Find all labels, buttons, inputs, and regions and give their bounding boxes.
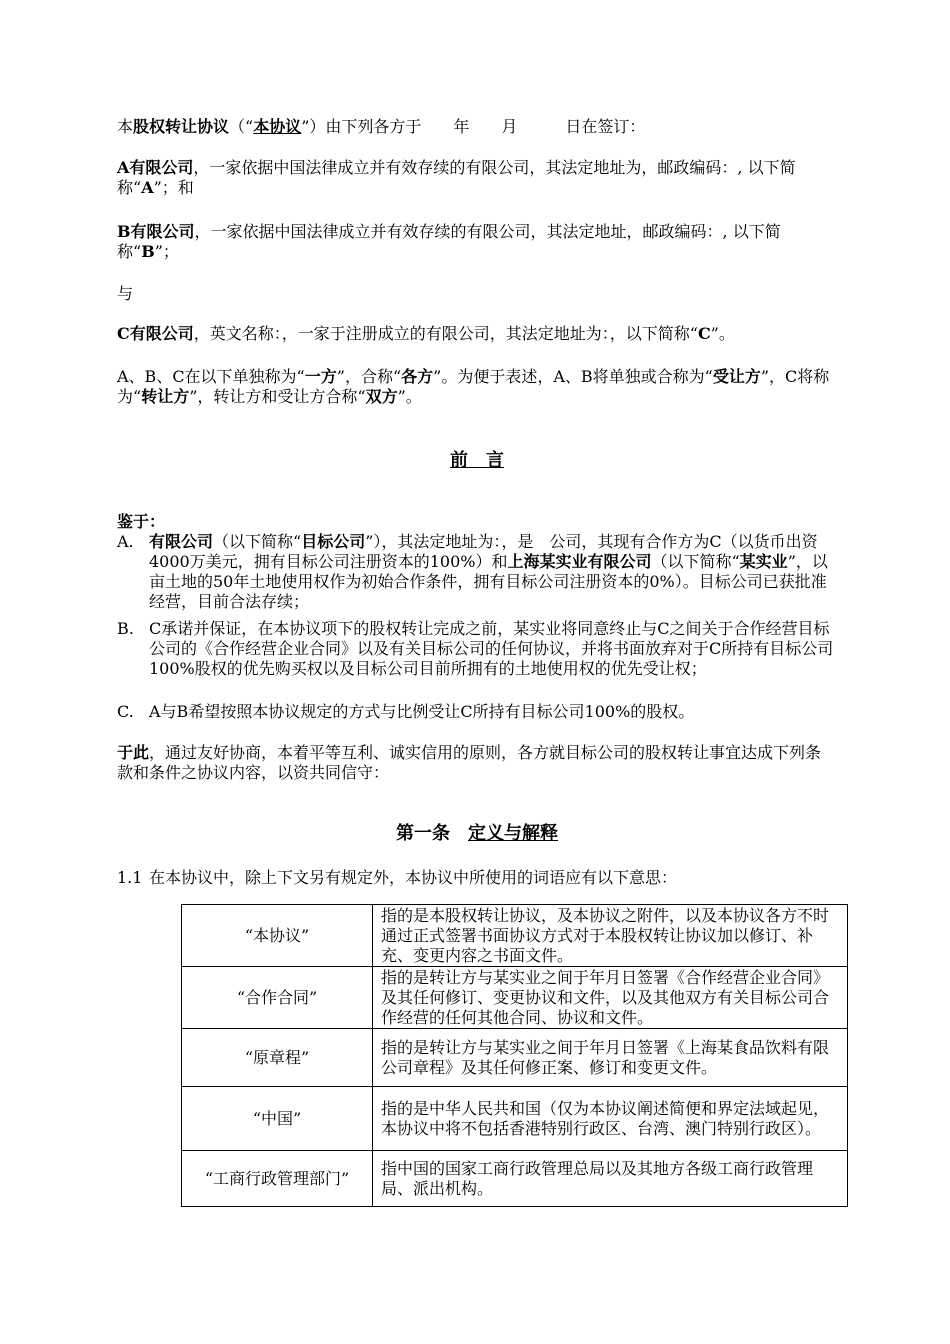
definition-term: “本协议” (182, 905, 373, 967)
definition-term: “原章程” (182, 1029, 373, 1087)
preamble-title-text: 前 言 (450, 450, 504, 471)
table-row (182, 967, 848, 1029)
item-marker: B. (117, 619, 134, 638)
party-c-abbr: C (697, 324, 711, 343)
party-b-name: B有限公司 (117, 222, 195, 241)
collective-text: A、B、C在以下单独称为“ (117, 367, 305, 386)
clause-1-1 (117, 868, 837, 888)
and-text: 与 (117, 284, 134, 303)
item-text: （以下简称“ (213, 532, 302, 551)
term-all-parties: 各方 (401, 367, 434, 386)
definition-meaning: 指的是转让方与某实业之间于年月日签署《上海某食品饮料有限公司章程》及其任何修正案、修订和变更文件。 (373, 1029, 848, 1087)
and-paragraph (117, 284, 837, 304)
definition-meaning: 指的是中华人民共和国（仅为本协议阐述简便和界定法域起见，本协议中将不包括香港特别行政区、台湾、澳门特别行政区）。 (373, 1087, 848, 1151)
preamble-title (117, 449, 837, 473)
therefore-paragraph (117, 743, 837, 783)
item-marker: A. (117, 532, 134, 551)
article-number: 第一条 (396, 823, 450, 844)
term-one-party: 一方 (304, 367, 337, 386)
item-text: ”），其法定地址为：，是 公司，其现有合作方为C（以货币出资4000万美元，拥有目标公司注册资本的100%）和 (149, 532, 818, 571)
definition-meaning: 指的是转让方与某实业之间于年月日签署《合作经营企业合同》及其任何修订、变更协议和文件，以及其他双方有关目标公司合作经营的任何其他合同、协议和文件。 (373, 967, 848, 1029)
intro-text: 本 (117, 117, 134, 136)
party-a-name: A有限公司 (117, 158, 194, 177)
definition-meaning: 指的是本股权转让协议，及本协议之附件，以及本协议各方不时通过正式签署书面协议方式对于本股权转让协议加以修订、补充、变更内容之书面文件。 (373, 905, 848, 967)
definitions-table (181, 904, 848, 1207)
collective-text: ”，合称“ (336, 367, 402, 386)
term-some-industry: 某实业 (739, 552, 788, 571)
item-body: A与B希望按照本协议规定的方式与比例受让C所持有目标公司100%的股权。 (149, 702, 695, 721)
term-transferor: 转让方 (141, 387, 190, 406)
party-b-end: ”； (154, 242, 179, 261)
party-c-end: ”。 (710, 324, 735, 343)
table-row (182, 1087, 848, 1151)
article-1-title (117, 822, 837, 846)
collective-text: ”，转让方和受让方合称“ (189, 387, 366, 406)
party-c-text: ，英文名称：，一家于注册成立的有限公司，其法定地址为：，以下简称“ (193, 324, 698, 343)
agreement-name: 股权转让协议 (133, 117, 230, 136)
party-b-paragraph (117, 222, 837, 262)
collective-text: ”。 (397, 387, 422, 406)
whereas-item-a (117, 532, 844, 612)
table-row (182, 1151, 848, 1207)
item-text: （以下简称“ (651, 552, 740, 571)
whereas-item-b (117, 619, 837, 679)
item-body: C承诺并保证，在本协议项下的股权转让完成之前，某实业将同意终止与C之间关于合作经营目标公司的《合作经营企业合同》以及有关目标公司的任何协议，并将书面放弃对于C所持有目标公司100%股权的优先购买权以及目标公司目前所拥有的土地使用权的优先受让权； (149, 619, 834, 678)
agreement-short-name: 本协议 (253, 117, 302, 136)
party-b-text: ，一家依据中国法律成立并有效存续的有限公司，其法定地址，邮政编码：, 以下简称“ (117, 222, 781, 261)
article-title: 定义与解释 (468, 823, 558, 844)
clause-number: 1.1 (117, 868, 143, 887)
party-b-abbr: B (141, 242, 155, 261)
party-a-end: ”；和 (153, 178, 194, 197)
term-target-company: 目标公司 (301, 532, 366, 551)
definition-term: “工商行政管理部门” (182, 1151, 373, 1207)
shanghai-company-name: 上海某实业有限公司 (507, 552, 652, 571)
collective-text: ”，C将称为“ (117, 367, 830, 406)
collective-terms-paragraph (117, 367, 837, 407)
party-a-text: ，一家依据中国法律成立并有效存续的有限公司，其法定地址为，邮政编码：, 以下简称“ (117, 158, 796, 197)
therefore-text: ，通过友好协商，本着平等互利、诚实信用的原则，各方就目标公司的股权转让事宜达成下列条款和条件之协议内容，以资共同信守： (117, 743, 822, 782)
whereas-heading (117, 512, 837, 532)
intro-text: ”）由下列各方于 年 月 日在签订： (301, 117, 646, 136)
clause-text: 在本协议中，除上下文另有规定外，本协议中所使用的词语应有以下意思： (149, 868, 678, 887)
whereas-text: 鉴于： (117, 512, 166, 531)
item-body (149, 532, 844, 612)
term-transferee: 受让方 (712, 367, 761, 386)
party-a-paragraph (117, 158, 837, 198)
party-a-abbr: A (141, 178, 154, 197)
table-row (182, 905, 848, 967)
party-c-name: C有限公司 (117, 324, 194, 343)
table-row (182, 1029, 848, 1087)
therefore-bold: 于此 (117, 743, 150, 762)
whereas-item-c (117, 702, 837, 722)
definition-term: “中国” (182, 1087, 373, 1151)
party-c-paragraph (117, 324, 837, 344)
definition-term: “合作合同” (182, 967, 373, 1029)
definition-meaning: 指中国的国家工商行政管理总局以及其地方各级工商行政管理局、派出机构。 (373, 1151, 848, 1207)
intro-text: （“ (229, 117, 254, 136)
item-text: 有限公司 (149, 532, 214, 551)
item-marker: C. (117, 702, 134, 721)
term-both-parties: 双方 (365, 387, 398, 406)
item-text: ”，以 亩土地的50年土地使用权作为初始合作条件，拥有目标公司注册资本的0%）。目标公司已获批准经营，目前合法存续； (149, 552, 844, 611)
intro-paragraph (117, 117, 837, 137)
collective-text: ”。为便于表述，A、B将单独或合称为“ (433, 367, 713, 386)
